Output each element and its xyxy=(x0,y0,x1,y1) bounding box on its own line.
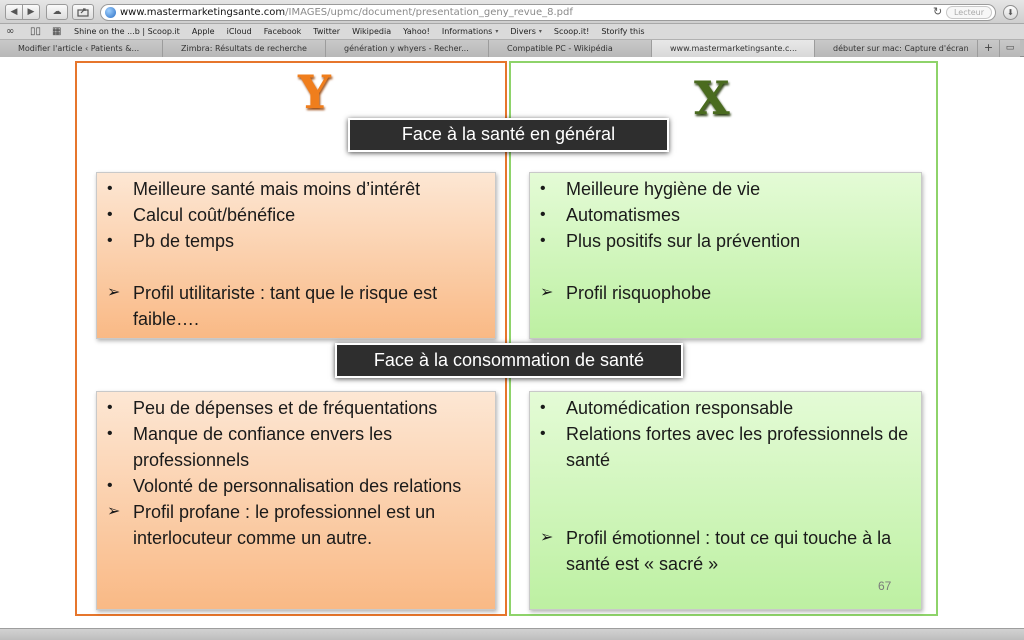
list-spacer xyxy=(530,499,921,525)
download-arrow-icon: ⬇ xyxy=(1007,8,1014,17)
browser-tab[interactable]: génération y whyers - Recher... xyxy=(326,40,489,57)
bookmark-label: Apple xyxy=(191,27,215,36)
list-spacer xyxy=(97,254,495,280)
item-text: Manque de confiance envers les professionnels xyxy=(133,424,393,470)
generation-x-letter: X xyxy=(694,71,730,125)
cloud-icon: ☁ xyxy=(52,7,62,17)
new-tab-button[interactable]: + xyxy=(978,40,1000,57)
item-text: Profil risquophobe xyxy=(566,283,712,303)
bullet-icon: • xyxy=(540,206,546,223)
globe-icon xyxy=(105,7,116,18)
bullet-item xyxy=(97,176,495,202)
item-text: Pb de temps xyxy=(133,231,235,251)
bullet-icon: • xyxy=(107,477,113,494)
bookmark-label: iCloud xyxy=(226,27,252,36)
item-text: Relations fortes avec les professionnels de santé xyxy=(566,424,909,470)
bookmark-item[interactable] xyxy=(403,24,430,40)
bookmark-label: Scoop.it! xyxy=(553,27,590,36)
bookmark-item[interactable] xyxy=(192,24,215,40)
downloads-button[interactable] xyxy=(1003,5,1018,20)
tabs-bar xyxy=(0,40,1024,57)
bullet-item xyxy=(530,176,921,202)
bullet-icon: • xyxy=(540,232,546,249)
tab-overview-icon[interactable]: ▭ xyxy=(1000,40,1020,57)
bullet-icon: • xyxy=(107,206,113,223)
x-consumption-box xyxy=(529,391,922,610)
book-icon[interactable]: ▯▯ xyxy=(30,26,42,37)
icloud-tabs-button[interactable] xyxy=(46,4,68,20)
item-text: Automatismes xyxy=(566,205,681,225)
item-text: Meilleure santé mais moins d’intérêt xyxy=(133,179,421,199)
list-spacer xyxy=(530,254,921,280)
bookmark-item[interactable] xyxy=(227,24,252,40)
item-text: Volonté de personnalisation des relations xyxy=(133,476,462,496)
forward-button[interactable] xyxy=(22,4,40,20)
reload-icon[interactable]: ↻ xyxy=(933,5,943,18)
profile-item xyxy=(97,499,495,551)
bookmark-item[interactable] xyxy=(264,24,302,40)
bullet-item xyxy=(530,228,921,254)
bullet-item xyxy=(530,395,921,421)
back-button[interactable] xyxy=(5,4,23,20)
heading-health-general: Face à la santé en général xyxy=(348,118,669,152)
bullet-item xyxy=(97,421,495,473)
pdf-slide xyxy=(0,58,1024,628)
bullet-item xyxy=(530,421,921,473)
dropdown-caret-icon: ▾ xyxy=(495,28,499,35)
bookmark-label: Wikipedia xyxy=(352,27,392,36)
bullet-item xyxy=(530,202,921,228)
url-text[interactable] xyxy=(120,6,573,19)
bullet-icon: • xyxy=(107,399,113,416)
arrow-bullet-icon: ➢ xyxy=(107,284,121,301)
bookmark-item[interactable] xyxy=(74,24,180,40)
item-text: Profil émotionnel : tout ce qui touche à la santé est « sacré » xyxy=(566,528,892,574)
profile-item xyxy=(530,525,921,577)
bullet-item xyxy=(97,202,495,228)
bullet-item xyxy=(97,473,495,499)
bookmark-label: Yahoo! xyxy=(403,27,430,36)
item-text: Automédication responsable xyxy=(566,398,794,418)
bookmark-label: Shine on the ...b | Scoop.it xyxy=(74,27,180,36)
address-bar[interactable] xyxy=(100,4,996,21)
generation-y-letter: Y xyxy=(298,65,331,119)
y-health-box xyxy=(96,172,496,339)
status-bar xyxy=(0,628,1024,640)
browser-toolbar xyxy=(0,0,1024,24)
bullet-icon: • xyxy=(540,399,546,416)
share-icon xyxy=(77,7,89,17)
item-text: Calcul coût/bénéfice xyxy=(133,205,296,225)
bookmark-item[interactable] xyxy=(352,24,391,40)
list-spacer xyxy=(530,473,921,499)
url-host: www.mastermarketingsante.com xyxy=(120,7,286,18)
item-text: Plus positifs sur la prévention xyxy=(566,231,801,251)
bookmark-item[interactable] xyxy=(442,24,499,40)
bookmark-item[interactable] xyxy=(313,24,340,40)
bullet-item xyxy=(97,395,495,421)
dropdown-caret-icon: ▾ xyxy=(538,28,542,35)
heading-health-consumption: Face à la consommation de santé xyxy=(335,343,683,378)
bookmark-item[interactable] xyxy=(554,24,589,40)
reader-button[interactable]: Lecteur xyxy=(946,6,992,19)
forward-arrow-icon: ▶ xyxy=(27,7,35,17)
share-button[interactable] xyxy=(72,4,94,20)
browser-tab[interactable]: débuter sur mac: Capture d'écran xyxy=(815,40,978,57)
bookmark-label: Twitter xyxy=(313,27,341,36)
item-text: Profil utilitariste : tant que le risque est faible…. xyxy=(133,283,438,329)
item-text: Meilleure hygiène de vie xyxy=(566,179,761,199)
bookmark-item[interactable] xyxy=(510,24,542,40)
bookmarks-list xyxy=(74,24,645,40)
bullet-icon: • xyxy=(107,425,113,442)
item-text: Profil profane : le professionnel est un interlocuteur comme un autre. xyxy=(133,502,436,548)
arrow-bullet-icon: ➢ xyxy=(107,503,121,520)
glasses-icon[interactable]: ∞ xyxy=(6,26,15,37)
arrow-bullet-icon: ➢ xyxy=(540,284,554,301)
page-number: 67 xyxy=(878,579,892,593)
bullet-icon: • xyxy=(540,180,546,197)
browser-tab[interactable]: www.mastermarketingsante.c... xyxy=(652,40,815,57)
profile-item xyxy=(97,280,495,332)
bullet-item xyxy=(97,228,495,254)
x-health-box xyxy=(529,172,922,339)
arrow-bullet-icon: ➢ xyxy=(540,529,554,546)
profile-item xyxy=(530,280,921,306)
bookmarks-bar xyxy=(0,24,1024,40)
bullet-icon: • xyxy=(107,232,113,249)
bullet-icon: • xyxy=(540,425,546,442)
item-text: Peu de dépenses et de fréquentations xyxy=(133,398,438,418)
browser-tab[interactable]: Zimbra: Résultats de recherche xyxy=(163,40,326,57)
bullet-icon: • xyxy=(107,180,113,197)
bookmark-label: Informations xyxy=(441,27,493,36)
bookmark-label: Storify this xyxy=(601,27,645,36)
browser-tab[interactable]: Compatible PC - Wikipédia xyxy=(489,40,652,57)
browser-tab[interactable]: Modifier l'article ‹ Patients &... xyxy=(0,40,163,57)
back-arrow-icon: ◀ xyxy=(10,7,18,17)
grid-icon[interactable]: ▦ xyxy=(52,26,62,37)
y-consumption-box xyxy=(96,391,496,610)
bookmark-label: Facebook xyxy=(263,27,302,36)
url-path: /IMAGES/upmc/document/presentation_geny_revue_8.pdf xyxy=(285,7,573,18)
bookmark-label: Divers xyxy=(510,27,536,36)
bookmark-item[interactable] xyxy=(601,24,644,40)
